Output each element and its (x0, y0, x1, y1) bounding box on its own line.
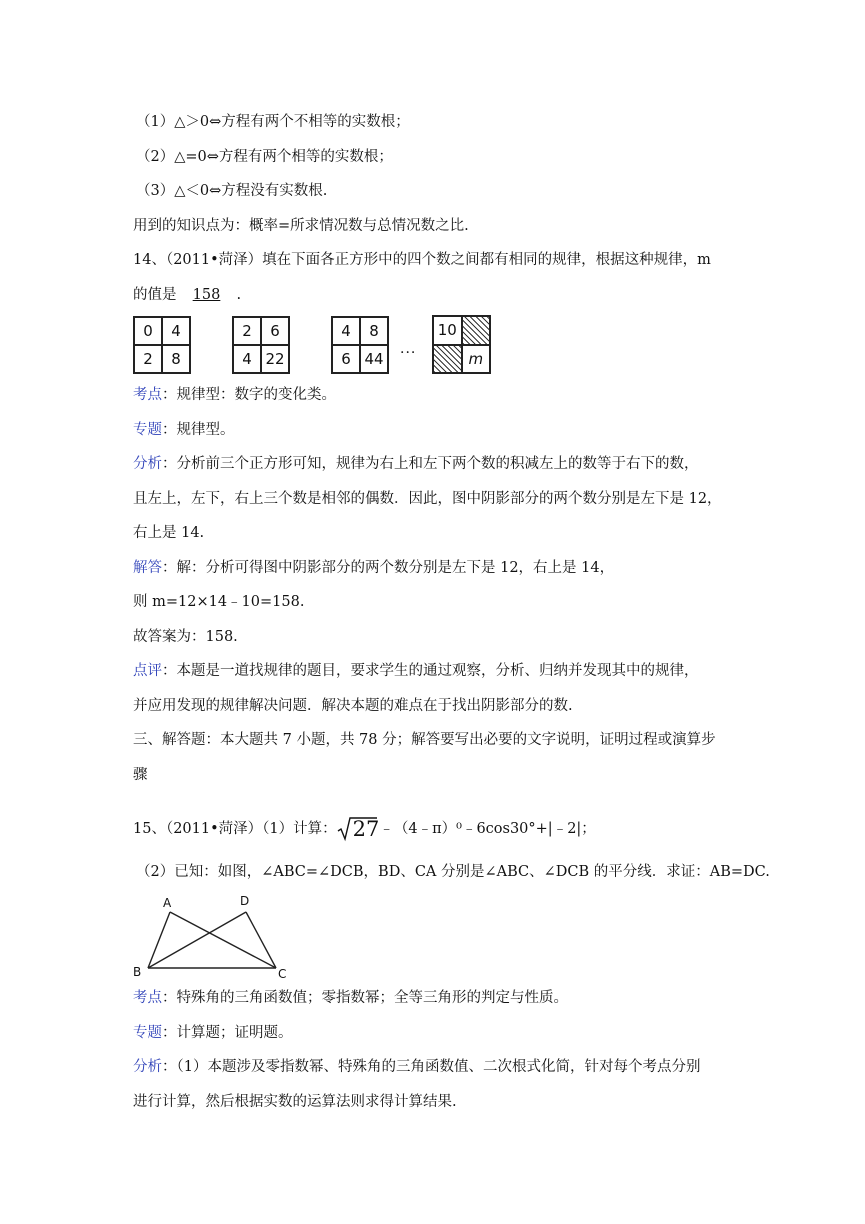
zhuanti-tag: 专题 (133, 422, 162, 438)
q14-dianping (133, 661, 699, 681)
square-3-br: 44 (360, 345, 388, 373)
square-1 (133, 316, 191, 374)
square-3-bl: 6 (332, 345, 360, 373)
square-1-bl: 2 (134, 345, 162, 373)
square-3-tr: 8 (360, 317, 388, 345)
label-a: A (163, 896, 172, 910)
kaodian-text: ：规律型：数字的变化类。 (162, 387, 336, 403)
q14-dianping-line2: 并应用发现的规律解决问题．解决本题的难点在于找出阴影部分的数. (133, 698, 573, 714)
q14-stem-prefix: 的值是 (133, 287, 177, 303)
sqrt-radicand: 27 (352, 817, 380, 841)
q15-zhuanti (133, 1023, 293, 1043)
dianping-text-1: ：本题是一道找规律的题目，要求学生的通过观察，分析、归纳并发现其中的规律， (162, 663, 699, 679)
square-2-bl: 4 (233, 345, 261, 373)
fenxi15-text-1: ：（1）本题涉及零指数幂、特殊角的三角函数值、二次根式化简，针对每个考点分别 (162, 1059, 701, 1075)
q14-stem-line1: 14、（2011•菏泽）填在下面各正方形中的四个数之间都有相同的规律，根据这种规律，m (133, 252, 711, 268)
label-b: B (133, 965, 142, 979)
square-2-br: 22 (261, 345, 289, 373)
zhuanti15-text: ：计算题；证明题。 (162, 1025, 293, 1041)
square-4-br: m (462, 345, 491, 374)
zhuanti-text: ：规律型。 (162, 422, 235, 438)
q14-jieda-line2: 则 m=12×14﹣10=158. (133, 594, 305, 610)
jieda-text-1: ：解：分析可得图中阴影部分的两个数分别是左下是 12，右上是 14， (162, 560, 615, 576)
segment-bd (148, 912, 246, 968)
jieda-tag: 解答 (133, 560, 162, 576)
ellipsis: ··· (400, 345, 417, 361)
segment-ca (170, 912, 276, 968)
q15-kaodian (133, 988, 568, 1008)
knowledge-note: 用到的知识点为：概率=所求情况数与总情况数之比. (133, 218, 469, 234)
triangle-figure (128, 890, 298, 980)
q14-fenxi-line2: 且左上，左下，右上三个数是相邻的偶数．因此，图中阴影部分的两个数分别是左下是 12， (133, 491, 722, 507)
square-4-tr-shaded (462, 316, 491, 345)
kaodian15-text: ：特殊角的三角函数值；零指数幂；全等三角形的判定与性质。 (162, 990, 568, 1006)
q14-kaodian (133, 385, 336, 405)
square-2-tr: 6 (261, 317, 289, 345)
fenxi15-tag: 分析 (133, 1059, 162, 1075)
label-c: C (278, 967, 287, 980)
label-d: D (240, 894, 250, 908)
kaodian15-tag: 考点 (133, 990, 162, 1006)
fenxi-text-1: ：分析前三个正方形可知，规律为右上和左下两个数的积减左上的数等于右下的数， (162, 456, 699, 472)
q14-stem-line2 (133, 285, 241, 305)
kaodian-tag: 考点 (133, 387, 162, 403)
square-1-br: 8 (162, 345, 190, 373)
q15-prefix: 15、（2011•菏泽）（1）计算： (133, 821, 337, 837)
square-4-tl: 10 (433, 316, 462, 345)
square-3-tl: 4 (332, 317, 360, 345)
dianping-tag: 点评 (133, 663, 162, 679)
zhuanti15-tag: 专题 (133, 1025, 162, 1041)
q14-fenxi-line3: 右上是 14. (133, 525, 205, 541)
section-3-heading-cont: 骤 (133, 767, 148, 783)
fenxi-tag: 分析 (133, 456, 162, 472)
segment-ab (148, 912, 170, 968)
square-1-tr: 4 (162, 317, 190, 345)
condition-1: （1）△＞0⇔方程有两个不相等的实数根； (136, 114, 410, 130)
square-3 (331, 316, 389, 374)
square-1-tl: 0 (134, 317, 162, 345)
q15-fenxi (133, 1057, 700, 1077)
q14-fenxi (133, 454, 699, 474)
q14-jieda-line3: 故答案为：158. (133, 629, 238, 645)
square-4 (432, 315, 491, 374)
square-2-tl: 2 (233, 317, 261, 345)
condition-2: （2）△=0⇔方程有两个相等的实数根； (136, 149, 393, 165)
section-3-heading: 三、解答题：本大题共 7 小题，共 78 分；解答要写出必要的文字说明，证明过程或演算步 (133, 732, 716, 748)
q15-expression-rest: ﹣（4﹣π）⁰﹣6cos30°+|﹣2|； (379, 821, 596, 837)
q15-fenxi-line2: 进行计算，然后根据实数的运算法则求得计算结果. (133, 1094, 457, 1110)
square-4-bl-shaded (433, 345, 462, 374)
condition-3: （3）△＜0⇔方程没有实数根. (136, 183, 328, 199)
q14-stem-suffix: . (236, 287, 242, 303)
q15-part1 (133, 815, 596, 843)
q14-answer-blank: 158 (192, 287, 221, 303)
square-2 (232, 316, 290, 374)
q14-zhuanti (133, 420, 235, 440)
q14-jieda (133, 558, 614, 578)
q15-part2: （2）已知：如图，∠ABC=∠DCB，BD、CA 分别是∠ABC、∠DCB 的平分线．求证：AB=DC. (136, 864, 770, 880)
